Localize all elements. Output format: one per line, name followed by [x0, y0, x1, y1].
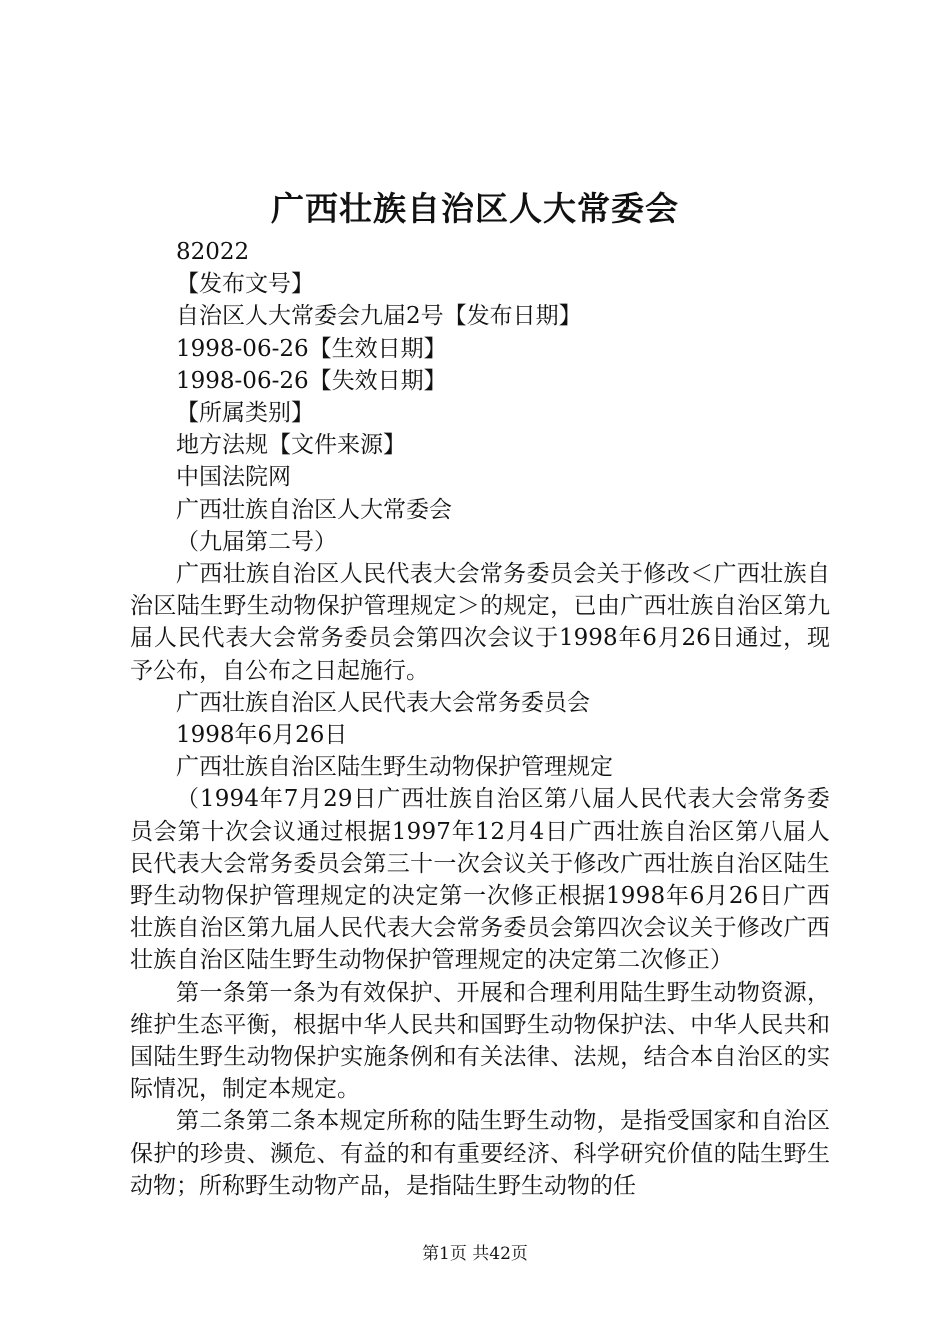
page-indicator: 第1页 共42页	[422, 1244, 528, 1264]
history-note-paragraph: （1994年7月29日广西壮族自治区第八届人民代表大会常务委员会第十次会议通过根据1997年12月4日广西壮族自治区第八届人民代表大会常务委员会第三十一次会议关于修改广西壮族自治区陆生野生动物保护管理规定的决定第一次修正根据1998年6月26日广西壮族自治区第九届人民代表大会常务委员会第四次会议关于修改广西壮族自治区陆生野生动物保护管理规定的决定第二次修正）	[130, 786, 830, 974]
meta-line: 中国法院网	[176, 464, 291, 491]
meta-line: 自治区人大常委会九届2号【发布日期】	[176, 303, 582, 330]
article-2-paragraph: 第二条第二条本规定所称的陆生野生动物，是指受国家和自治区保护的珍贵、濒危、有益的和有重要经济、科学研究价值的陆生野生动物；所称野生动物产品，是指陆生野生动物的任	[130, 1108, 830, 1199]
meta-line: 【所属类别】	[176, 400, 314, 427]
issuer-line: 广西壮族自治区人民代表大会常务委员会	[176, 689, 590, 716]
document-title: 广西壮族自治区人大常委会	[271, 189, 679, 228]
meta-line: 1998-06-26【生效日期】	[176, 335, 447, 362]
issue-date-line: 1998年6月26日	[176, 722, 348, 749]
regulation-title: 广西壮族自治区陆生野生动物保护管理规定	[176, 754, 613, 781]
document-body	[130, 236, 830, 1202]
article-1-paragraph: 第一条第一条为有效保护、开展和合理利用陆生野生动物资源，维护生态平衡，根据中华人民共和国野生动物保护法、中华人民共和国陆生野生动物保护实施条例和有关法律、法规，结合本自治区的实际情况，制定本规定。	[130, 979, 830, 1103]
page-footer	[0, 1243, 950, 1265]
meta-line: （九届第二号）	[176, 528, 337, 555]
meta-line: 地方法规【文件来源】	[176, 432, 406, 459]
meta-line: 1998-06-26【失效日期】	[176, 367, 447, 394]
meta-line: 广西壮族自治区人大常委会	[176, 496, 452, 523]
meta-line: 82022	[176, 239, 250, 265]
meta-line: 【发布文号】	[176, 271, 314, 298]
announcement-paragraph: 广西壮族自治区人民代表大会常务委员会关于修改＜广西壮族自治区陆生野生动物保护管理规定＞的规定，已由广西壮族自治区第九届人民代表大会常务委员会第四次会议于1998年6月26日通过，现予公布，自公布之日起施行。	[130, 561, 830, 684]
